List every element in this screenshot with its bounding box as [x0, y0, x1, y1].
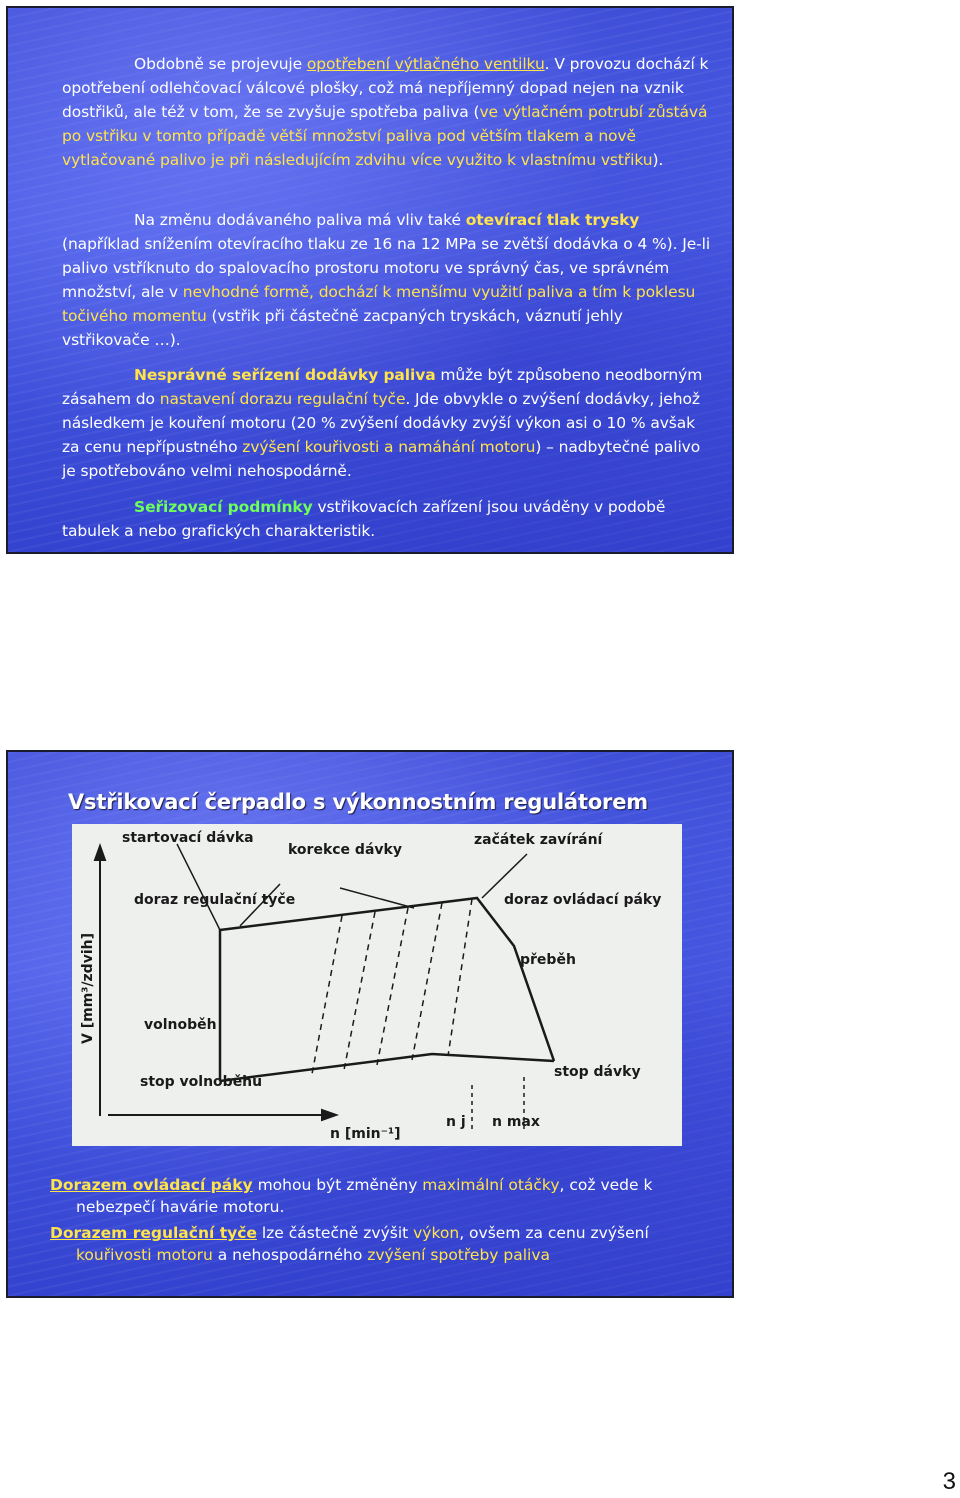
note-lever-stop: Dorazem ovládací páky mohou být změněny maximální otáčky, což vede k nebezpečí havárie motoru.	[50, 1176, 653, 1216]
label-volnobeh: volnoběh	[144, 1017, 217, 1033]
label-doraz-regulacni-tyce: doraz regulační tyče	[134, 892, 296, 908]
x-axis-label: n [min⁻¹]	[330, 1126, 401, 1142]
correction-dash-2	[344, 912, 375, 1070]
label-korekce-davky: korekce dávky	[288, 842, 402, 858]
label-zacatek-zavirani: začátek zavírání	[474, 832, 603, 848]
label-stop-volnobehu: stop volnoběhu	[140, 1074, 263, 1090]
pump-characteristic-diagram	[72, 824, 682, 1146]
paragraph-valve-wear: Obdobně se projevuje opotřebení výtlačného ventilku. V provozu dochází k opotřebení odlehčovací válcové plošky, což má nepříjemný dopad nejen na vznik dostřiků, ale též v tom, že se zvyšuje spotřeba paliva (ve výtlačném potrubí zůstává po vstřiku v tomto případě větší množství paliva pod větším tlakem a nově vytlačované palivo je při následujícím zdvihu více využito k vlastnímu vstřiku).	[62, 55, 709, 169]
diagram-svg	[72, 824, 682, 1146]
label-stop-davky: stop dávky	[554, 1064, 641, 1080]
valve-wear-highlight: opotřebení výtlačného ventilku	[306, 55, 545, 73]
paragraph-incorrect-setting: Nesprávné seřízení dodávky paliva může být způsobeno neodborným zásahem do nastavení dorazu regulační tyče. Jde obvykle o zvýšení dodávky, jehož následkem je kouření motoru (20 % zvýšení dodávky zvýší výkon asi o 10 % avšak za cenu nepřípustného zvýšení kouřivosti a namáhání motoru) – nadbytečné palivo je spotřebováno velmi nehospodárně.	[62, 366, 703, 480]
x-mark-nmax: n max	[492, 1114, 540, 1130]
paragraph-nozzle-pressure: Na změnu dodávaného paliva má vliv také otevírací tlak trysky (například snížením otevíracího tlaku ze 16 na 12 MPa se zvětší dodávka o 4 %). Je-li palivo vstříknuto do spalovacího prostoru motoru ve správný čas, ve správném množství, ale v nevhodné formě, dochází k menšímu využití paliva a tím k poklesu točivého momentu (vstřik při částečně zacpaných tryskách, váznutí jehly vstřikovače …).	[62, 211, 711, 349]
label-prebeh: přeběh	[520, 952, 576, 968]
label-doraz-ovladaci-paky: doraz ovládací páky	[504, 892, 662, 908]
x-axis-arrow	[322, 1110, 336, 1120]
y-axis-arrow	[95, 846, 105, 860]
slide-text	[6, 6, 734, 554]
correction-dash-3	[377, 908, 408, 1065]
slide-title: Vstřikovací čerpadlo s výkonnostním regulátorem	[68, 790, 648, 814]
correction-dash-5	[448, 899, 472, 1056]
correction-dash-4	[412, 903, 442, 1060]
note-rack-stop: Dorazem regulační tyče lze částečně zvýšit výkon, ovšem za cenu zvýšení kouřivosti motoru a nehospodárného zvýšení spotřeby paliva	[50, 1224, 649, 1264]
correction-dash-1	[312, 916, 342, 1074]
x-mark-nj: n j	[446, 1114, 466, 1130]
lower-curve	[220, 1054, 554, 1081]
paragraph-setting-conditions: Seřizovací podmínky vstřikovacích zařízení jsou uváděny v podobě tabulek a nebo grafických charakteristik.	[62, 498, 666, 540]
label-startovaci-davka: startovací dávka	[122, 830, 254, 846]
main-characteristic-line	[220, 898, 554, 1081]
y-axis-label: V [mm³/zdvih]	[80, 933, 96, 1044]
start-dose-pointer	[177, 844, 220, 930]
slide-pump-regulator	[6, 750, 734, 1298]
page-number: 3	[942, 1468, 956, 1495]
pointer-korekce-2	[340, 888, 414, 908]
